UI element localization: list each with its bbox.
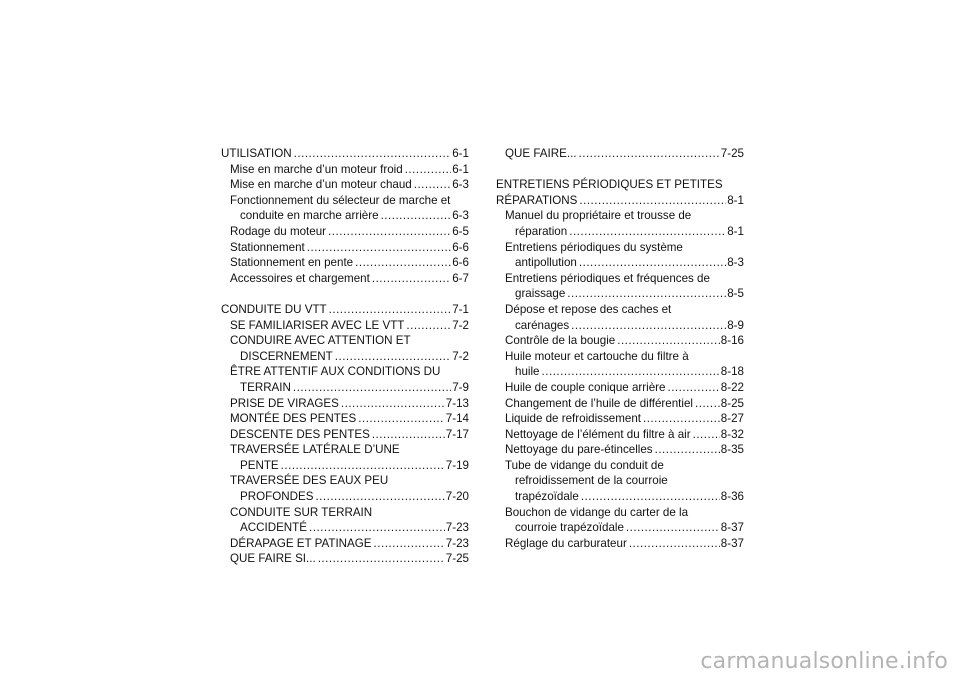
toc-page-number: 7-2: [452, 349, 469, 363]
toc-entry-title-line: Rodage du moteur: [230, 224, 327, 238]
toc-page-number: 8-9: [727, 318, 744, 332]
toc-section-heading[interactable]: [221, 146, 469, 162]
toc-entry[interactable]: [496, 349, 744, 380]
toc-entry[interactable]: [221, 240, 469, 256]
toc-page-number: 6-3: [452, 178, 469, 192]
dot-leader: [695, 396, 720, 412]
toc-entry[interactable]: [221, 318, 469, 334]
toc-page-number: 8-37: [720, 536, 744, 550]
dot-leader: [381, 208, 452, 224]
toc-page-number: 6-6: [452, 240, 469, 254]
toc-entry[interactable]: [496, 536, 744, 552]
toc-entry[interactable]: [496, 411, 744, 427]
dot-leader: [693, 427, 720, 443]
toc-entry-title-line: Contrôle de la bougie: [505, 334, 616, 348]
toc-entry[interactable]: [221, 442, 469, 473]
section-gap: [221, 286, 469, 302]
toc-entry-title-line: QUE FAIRE SI...: [230, 552, 316, 566]
toc-entry[interactable]: [496, 505, 744, 536]
dot-leader: [569, 224, 726, 240]
toc-entry[interactable]: [221, 271, 469, 287]
toc-entry-title-line: Huile moteur et cartouche du filtre à: [505, 349, 689, 363]
dot-leader: [294, 146, 452, 162]
toc-entry[interactable]: [221, 505, 469, 536]
toc-right-column: [496, 146, 744, 551]
toc-page-number: 8-22: [720, 380, 744, 394]
toc-page-number: 7-13: [445, 396, 469, 410]
toc-entry[interactable]: [496, 458, 744, 505]
dot-leader: [358, 411, 445, 427]
toc-page-number: 7-20: [445, 490, 469, 504]
toc-entry[interactable]: [221, 427, 469, 443]
toc-entry-title-line: DESCENTE DES PENTES: [230, 427, 370, 441]
toc-page-number: 7-23: [445, 536, 469, 550]
toc-entry[interactable]: [496, 442, 744, 458]
toc-page-number: 6-7: [452, 271, 469, 285]
toc-entry-title-line: ENTRETIENS PÉRIODIQUES ET PETITES: [496, 178, 723, 192]
toc-entry-title-line: PROFONDES: [240, 490, 314, 504]
toc-entry[interactable]: [221, 473, 469, 504]
toc-page-number: 7-25: [445, 552, 469, 566]
dot-leader: [405, 162, 452, 178]
toc-entry-title-line: ACCIDENTÉ: [240, 521, 307, 535]
toc-page-number: 8-36: [720, 490, 744, 504]
toc-entry-title-line: Huile de couple conique arrière: [505, 380, 666, 394]
toc-entry[interactable]: [496, 302, 744, 333]
toc-entry-title-line: CONDUITE SUR TERRAIN: [230, 505, 373, 519]
toc-entry[interactable]: [221, 224, 469, 240]
dot-leader: [617, 333, 720, 349]
toc-entry[interactable]: [221, 551, 469, 567]
toc-entry-title-line: Nettoyage du pare-étincelles: [505, 443, 653, 457]
toc-entry-title-line: conduite en marche arrière: [240, 209, 379, 223]
toc-entry[interactable]: [221, 396, 469, 412]
toc-entry-title-line: Accessoires et chargement: [230, 271, 370, 285]
toc-entry-title-line: Mise en marche d’un moteur froid: [230, 162, 403, 176]
toc-entry[interactable]: [221, 177, 469, 193]
toc-page-number: 6-5: [452, 224, 469, 238]
toc-entry-title-line: Nettoyage de l’élément du filtre à air: [505, 427, 691, 441]
toc-entry-title-line: CONDUIRE AVEC ATTENTION ET: [230, 334, 411, 348]
section-gap: [496, 162, 744, 178]
dot-leader: [341, 396, 445, 412]
toc-entry-title-line: courroie trapézoïdale: [515, 521, 624, 535]
toc-page-number: 8-3: [727, 256, 744, 270]
toc-entry[interactable]: [496, 208, 744, 239]
toc-entry[interactable]: [496, 146, 744, 162]
toc-entry[interactable]: [496, 271, 744, 302]
toc-entry-title-line: Manuel du propriétaire et trousse de: [505, 209, 692, 223]
dot-leader: [667, 380, 719, 396]
dot-leader: [414, 177, 452, 193]
toc-entry-title-line: PRISE DE VIRAGES: [230, 396, 339, 410]
toc-section-heading[interactable]: [221, 302, 469, 318]
dot-leader: [581, 489, 720, 505]
dot-leader: [571, 318, 726, 334]
toc-entry[interactable]: [496, 333, 744, 349]
dot-leader: [579, 193, 726, 209]
toc-entry-title-line: Changement de l’huile de différentiel: [505, 396, 693, 410]
toc-entry[interactable]: [221, 536, 469, 552]
dot-leader: [372, 271, 451, 287]
toc-entry[interactable]: [221, 364, 469, 395]
toc-entry-title-line: Entretiens périodiques et fréquences de: [505, 271, 710, 285]
dot-leader: [307, 240, 451, 256]
toc-entry[interactable]: [221, 411, 469, 427]
toc-page-number: 8-32: [720, 427, 744, 441]
toc-page-number: 7-2: [452, 318, 469, 332]
toc-entry-title-line: antipollution: [515, 256, 577, 270]
dot-leader: [315, 489, 444, 505]
toc-left-column: [221, 146, 469, 567]
toc-page-number: 8-27: [720, 412, 744, 426]
toc-entry[interactable]: [221, 333, 469, 364]
toc-entry-title-line: carénages: [515, 318, 570, 332]
dot-leader: [406, 318, 451, 334]
toc-entry-title-line: réparation: [515, 224, 568, 238]
dot-leader: [328, 224, 451, 240]
toc-entry-title-line: Dépose et repose des caches et: [505, 302, 672, 316]
toc-page-number: 6-1: [452, 162, 469, 176]
toc-entry-title-line: DÉRAPAGE ET PATINAGE: [230, 536, 372, 550]
toc-entry-title-line: TERRAIN: [240, 380, 291, 394]
dot-leader: [335, 349, 451, 365]
toc-entry-title-line: CONDUITE DU VTT: [221, 302, 327, 316]
toc-entry[interactable]: [496, 427, 744, 443]
toc-entry[interactable]: [496, 380, 744, 396]
toc-entry-title-line: Stationnement en pente: [230, 256, 354, 270]
dot-leader: [318, 551, 445, 567]
toc-entry-title-line: Liquide de refroidissement: [505, 412, 641, 426]
toc-section-heading[interactable]: [496, 177, 744, 208]
toc-entry-title-line: Fonctionnement du sélecteur de marche et: [230, 193, 451, 207]
toc-page-number: 8-5: [727, 287, 744, 301]
toc-page-number: 6-3: [452, 209, 469, 223]
dot-leader: [626, 520, 720, 536]
dot-leader: [629, 536, 720, 552]
toc-entry[interactable]: [221, 255, 469, 271]
toc-entry-title-line: Tube de vidange du conduit de: [505, 458, 664, 472]
toc-page-number: 8-35: [720, 443, 744, 457]
dot-leader: [374, 536, 445, 552]
toc-entry-title-line: graissage: [515, 287, 566, 301]
toc-entry-title-line: refroidissement de la courroie: [515, 474, 668, 488]
dot-leader: [281, 458, 445, 474]
dot-leader: [579, 146, 720, 162]
toc-page-number: 7-25: [720, 147, 744, 160]
toc-entry-title-line: QUE FAIRE...: [505, 147, 577, 160]
toc-page-number: 8-25: [720, 396, 744, 410]
toc-page-number: 8-1: [727, 224, 744, 238]
dot-leader: [372, 427, 445, 443]
toc-entry-title-line: MONTÉE DES PENTES: [230, 412, 357, 426]
toc-entry[interactable]: [496, 240, 744, 271]
toc-page-number: 8-18: [720, 365, 744, 379]
toc-entry-title-line: trapézoïdale: [515, 490, 579, 504]
toc-entry-title-line: huile: [515, 365, 540, 379]
dot-leader: [579, 255, 726, 271]
toc-entry-title-line: Bouchon de vidange du carter de la: [505, 505, 689, 519]
toc-entry-title-line: SE FAMILIARISER AVEC LE VTT: [230, 318, 405, 332]
toc-page-number: 8-1: [727, 193, 744, 207]
toc-page-number: 7-14: [445, 412, 469, 426]
dot-leader: [542, 364, 720, 380]
watermark: carmanualsonline.info: [700, 649, 948, 674]
toc-entry-title-line: UTILISATION: [221, 147, 292, 160]
dot-leader: [655, 442, 720, 458]
dot-leader: [309, 520, 445, 536]
toc-entry-title-line: Réglage du carburateur: [505, 536, 627, 550]
toc-page-number: 6-1: [452, 147, 469, 160]
toc-page-number: 8-16: [720, 334, 744, 348]
dot-leader: [329, 302, 452, 318]
toc-page-number: 6-6: [452, 256, 469, 270]
toc-page-number: 8-37: [720, 521, 744, 535]
toc-page-number: 7-19: [445, 458, 469, 472]
toc-entry[interactable]: [221, 193, 469, 224]
toc-entry-title-line: Stationnement: [230, 240, 305, 254]
dot-leader: [293, 380, 451, 396]
toc-entry-title-line: Entretiens périodiques du système: [505, 240, 683, 254]
toc-entry[interactable]: [221, 162, 469, 178]
dot-leader: [355, 255, 451, 271]
dot-leader: [643, 411, 720, 427]
toc-entry-title-line: PENTE: [240, 458, 279, 472]
toc-page-number: 7-17: [445, 427, 469, 441]
dot-leader: [567, 286, 726, 302]
toc-entry-title-line: RÉPARATIONS: [496, 193, 578, 207]
toc-entry-title-line: ÊTRE ATTENTIF AUX CONDITIONS DU: [230, 365, 441, 379]
toc-page-number: 7-9: [452, 380, 469, 394]
toc-entry-title-line: TRAVERSÉE DES EAUX PEU: [230, 474, 389, 488]
toc-entry-title-line: TRAVERSÉE LATÉRALE D’UNE: [230, 443, 400, 457]
toc-page-number: 7-23: [445, 521, 469, 535]
toc-entry[interactable]: [496, 396, 744, 412]
toc-entry-title-line: Mise en marche d’un moteur chaud: [230, 178, 412, 192]
toc-entry-title-line: DISCERNEMENT: [240, 349, 333, 363]
toc-page-number: 7-1: [452, 302, 469, 316]
